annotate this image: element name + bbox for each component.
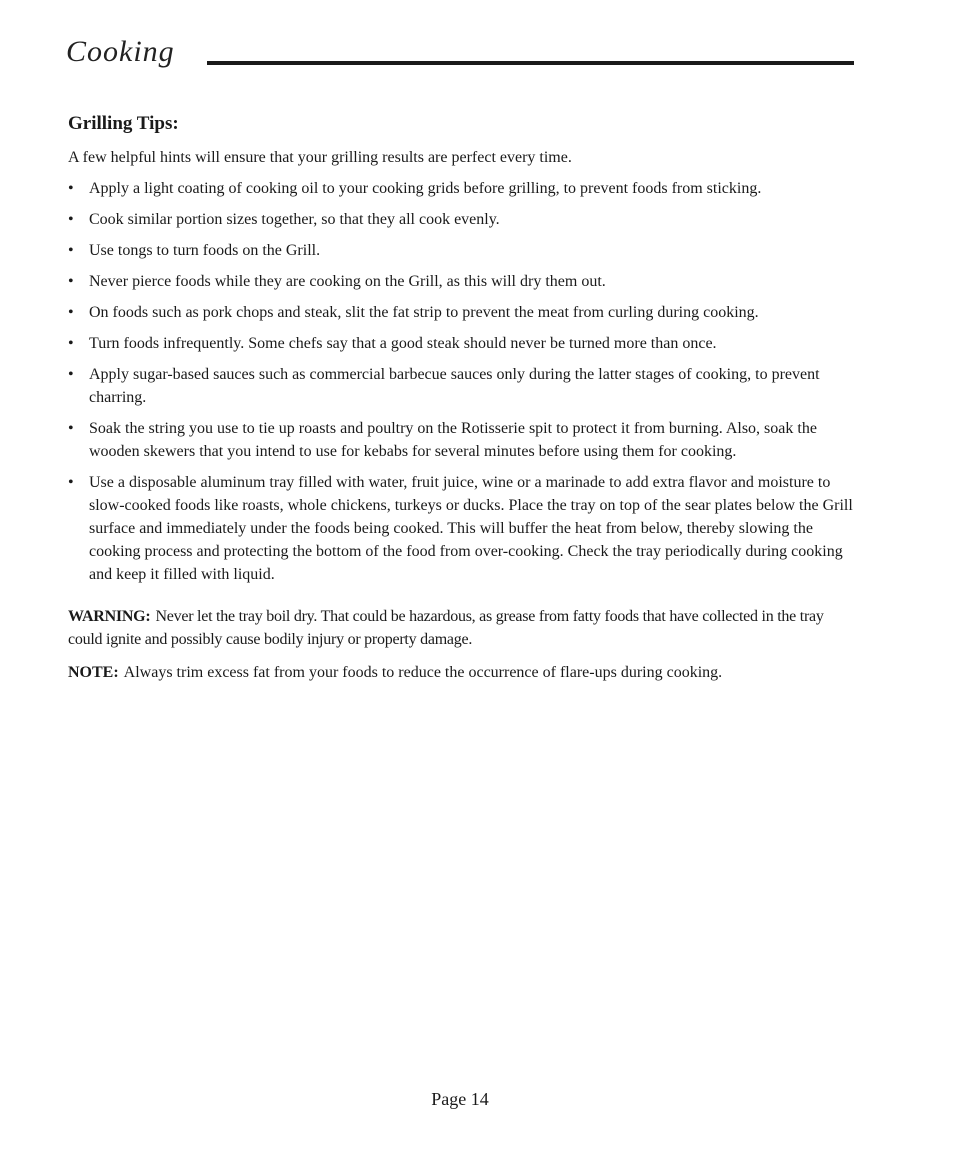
chapter-title: Cooking <box>66 35 175 68</box>
page-content <box>68 111 858 684</box>
warning-text: Never let the tray boil dry. That could be hazardous, as grease from fatty foods that have collected in the tray could ignite and possibly cause bodily injury or property damage. <box>68 608 824 648</box>
warning-label: WARNING: <box>68 608 151 625</box>
bullet-icon: • <box>68 474 74 491</box>
bullet-icon: • <box>68 273 74 290</box>
tip-item <box>68 471 858 586</box>
tip-item <box>68 270 858 293</box>
tip-text: Turn foods infrequently. Some chefs say that a good steak should never be turned more than once. <box>89 335 717 352</box>
header-rule <box>207 61 854 65</box>
bullet-icon: • <box>68 242 74 259</box>
bullet-icon: • <box>68 211 74 228</box>
page-number: Page 14 <box>431 1089 489 1109</box>
tip-text: On foods such as pork chops and steak, slit the fat strip to prevent the meat from curling during cooking. <box>89 304 759 321</box>
tip-text: Never pierce foods while they are cooking on the Grill, as this will dry them out. <box>89 273 606 290</box>
tip-item <box>68 363 858 409</box>
section-heading: Grilling Tips: <box>68 113 179 134</box>
warning-callout <box>68 605 858 651</box>
page-header <box>66 34 854 74</box>
tips-list <box>68 177 858 586</box>
tip-item <box>68 239 858 262</box>
bullet-icon: • <box>68 304 74 321</box>
tip-item <box>68 301 858 324</box>
tip-text: Apply sugar-based sauces such as commercial barbecue sauces only during the latter stages of cooking, to prevent charring. <box>89 366 820 406</box>
tip-item <box>68 208 858 231</box>
note-callout <box>68 661 858 684</box>
note-label: NOTE: <box>68 664 119 681</box>
tip-item <box>68 177 858 200</box>
tip-item <box>68 417 858 463</box>
tip-text: Cook similar portion sizes together, so that they all cook evenly. <box>89 211 500 228</box>
tip-text: Use a disposable aluminum tray filled with water, fruit juice, wine or a marinade to add extra flavor and moisture to slow-cooked foods like roasts, whole chickens, turkeys or ducks. Place the tray on top of the sear plates below the Grill surface and immediately under the foods being cooked. This will buffer the heat from below, thereby slowing the cooking process and protecting the bottom of the food from over-cooking. Check the tray periodically during cooking and keep it filled with liquid. <box>89 474 853 583</box>
bullet-icon: • <box>68 180 74 197</box>
tip-text: Apply a light coating of cooking oil to your cooking grids before grilling, to prevent foods from sticking. <box>89 180 762 197</box>
bullet-icon: • <box>68 335 74 352</box>
tip-text: Soak the string you use to tie up roasts and poultry on the Rotisserie spit to protect it from burning. Also, soak the wooden skewers that you intend to use for kebabs for several minutes before using them for cooking. <box>89 420 817 460</box>
tip-text: Use tongs to turn foods on the Grill. <box>89 242 321 259</box>
bullet-icon: • <box>68 366 74 383</box>
note-text: Always trim excess fat from your foods to reduce the occurrence of flare-ups during cooking. <box>123 664 723 681</box>
bullet-icon: • <box>68 420 74 437</box>
intro-text: A few helpful hints will ensure that your grilling results are perfect every time. <box>68 149 572 166</box>
tip-item <box>68 332 858 355</box>
